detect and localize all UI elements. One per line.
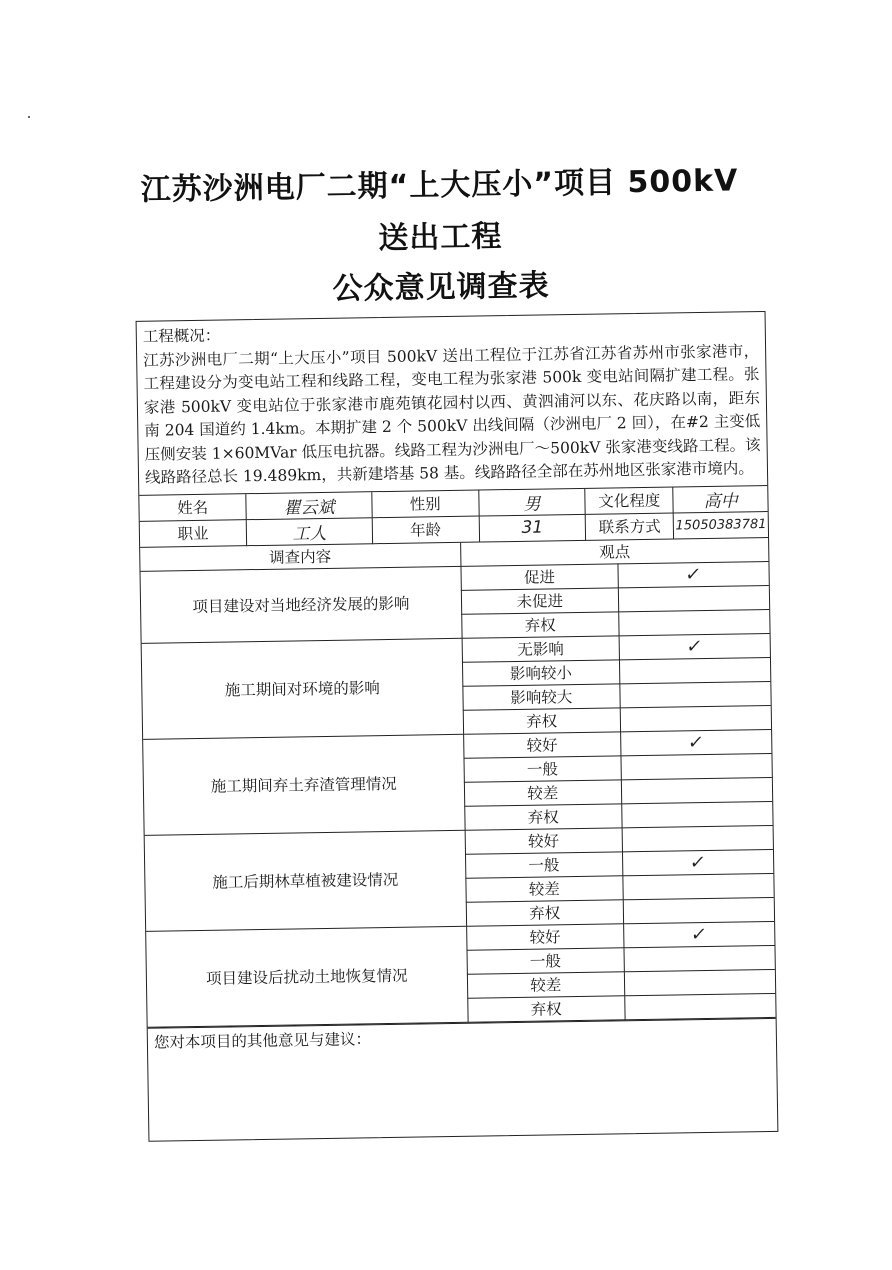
- survey-content-header: 调查内容: [140, 542, 461, 571]
- survey-option-label: 较好: [465, 827, 622, 853]
- survey-option-checkbox[interactable]: [623, 873, 774, 899]
- age-value[interactable]: 31: [479, 514, 586, 542]
- contact-label: 联系方式: [586, 512, 674, 539]
- survey-option-checkbox[interactable]: [622, 825, 773, 851]
- survey-option-checkbox[interactable]: [620, 705, 771, 731]
- survey-option-checkbox[interactable]: [623, 921, 774, 947]
- survey-option-checkbox[interactable]: [624, 969, 775, 995]
- education-label: 文化程度: [585, 487, 673, 514]
- survey-option-checkbox[interactable]: [622, 849, 773, 875]
- survey-table: [140, 537, 775, 1027]
- survey-option-checkbox[interactable]: [621, 777, 772, 803]
- survey-option-label: 弃权: [464, 803, 621, 829]
- survey-option-label: 无影响: [462, 635, 619, 661]
- survey-topic-label: 施工后期林草植被建设情况: [145, 830, 467, 931]
- survey-option-checkbox[interactable]: [624, 993, 775, 1019]
- survey-option-label: 较差: [467, 971, 624, 997]
- survey-option-label: 弃权: [466, 899, 623, 925]
- overview-heading: 工程概况：: [142, 326, 221, 346]
- check-mark-icon: ✓: [686, 731, 706, 753]
- gender-value[interactable]: 男: [478, 488, 585, 515]
- survey-form: [136, 311, 779, 1141]
- education-value[interactable]: 高中: [673, 486, 768, 513]
- survey-option-label: 影响较小: [462, 659, 619, 685]
- survey-option-label: 一般: [465, 851, 622, 877]
- age-label: 年龄: [372, 516, 479, 544]
- contact-value[interactable]: 15050383781: [673, 511, 768, 538]
- survey-option-label: 影响较大: [463, 683, 620, 709]
- survey-opinion-header: 观点: [460, 537, 768, 565]
- gender-label: 性别: [372, 490, 479, 517]
- overview-text: 江苏沙洲电厂二期“上大压小”项目 500kV 送出工程位于江苏省江苏省苏州市张家港市，工程建设分为变电站工程和线路工程，变电工程为张家港 500k 变电站间隔扩建工程。张家港 500kV 变电站位于张家港市鹿苑镇花园村以西、黄泗浦河以东、花庆路以南，距东南 204 国道约 1.4km。本期扩建 2 个 500kV 出线间隔（沙洲电厂 2 回），在#2 主变低压侧安装 1×60MVar 低压电抗器。线路工程为沙洲电厂～500kV 张家港变线路工程。该线路路径总长 19.489km，共新建塔基 58 基。线路路径全部在苏州地区张家港市境内。: [143, 341, 761, 487]
- document-title-line3: 公众意见调查表: [332, 268, 550, 307]
- survey-option-label: 较好: [466, 923, 623, 949]
- survey-topic-label: 项目建设对当地经济发展的影响: [141, 566, 462, 643]
- survey-option-checkbox[interactable]: [620, 681, 771, 707]
- survey-option-label: 一般: [467, 947, 624, 973]
- survey-option-checkbox[interactable]: [619, 633, 770, 659]
- survey-option-label: 较差: [464, 779, 621, 805]
- survey-option-checkbox[interactable]: [621, 801, 772, 827]
- check-mark-icon: ✓: [689, 923, 709, 945]
- suggestion-box[interactable]: [148, 1017, 778, 1140]
- job-value[interactable]: 工人: [246, 517, 372, 545]
- check-mark-icon: ✓: [684, 563, 703, 585]
- suggestion-label: 您对本项目的其他意见与建议：: [153, 1029, 372, 1052]
- check-mark-icon: ✓: [685, 635, 704, 657]
- survey-topic-label: 施工期间弃土弃渣管理情况: [143, 734, 465, 835]
- document-title-line1: 江苏沙洲电厂二期“上大压小”项目 500kV: [140, 163, 739, 208]
- survey-option-checkbox[interactable]: [621, 753, 772, 779]
- survey-option-checkbox[interactable]: [623, 897, 774, 923]
- survey-option-label: 一般: [464, 755, 621, 781]
- survey-option-checkbox[interactable]: [624, 945, 775, 971]
- project-overview: [137, 312, 768, 495]
- survey-topic-label: 项目建设后扰动土地恢复情况: [146, 926, 468, 1027]
- job-label: 职业: [140, 519, 247, 547]
- survey-option-label: 较好: [463, 731, 620, 757]
- survey-topic-label: 施工期间对环境的影响: [142, 638, 464, 739]
- survey-option-checkbox[interactable]: [618, 585, 769, 611]
- survey-option-label: 弃权: [468, 995, 625, 1021]
- survey-option-label: 未促进: [461, 587, 618, 613]
- survey-option-label: 弃权: [461, 611, 618, 637]
- survey-option-label: 较差: [466, 875, 623, 901]
- check-mark-icon: ✓: [688, 851, 708, 873]
- survey-option-checkbox[interactable]: [619, 657, 770, 683]
- name-label: 姓名: [139, 494, 246, 521]
- document-title-line2: 送出工程: [378, 219, 503, 257]
- survey-option-checkbox[interactable]: [618, 561, 769, 587]
- name-value[interactable]: 瞿云斌: [246, 492, 372, 519]
- survey-option-label: 弃权: [463, 707, 620, 733]
- survey-option-checkbox[interactable]: [620, 729, 771, 755]
- survey-option-checkbox[interactable]: [618, 609, 769, 635]
- survey-option-label: 促进: [461, 563, 618, 589]
